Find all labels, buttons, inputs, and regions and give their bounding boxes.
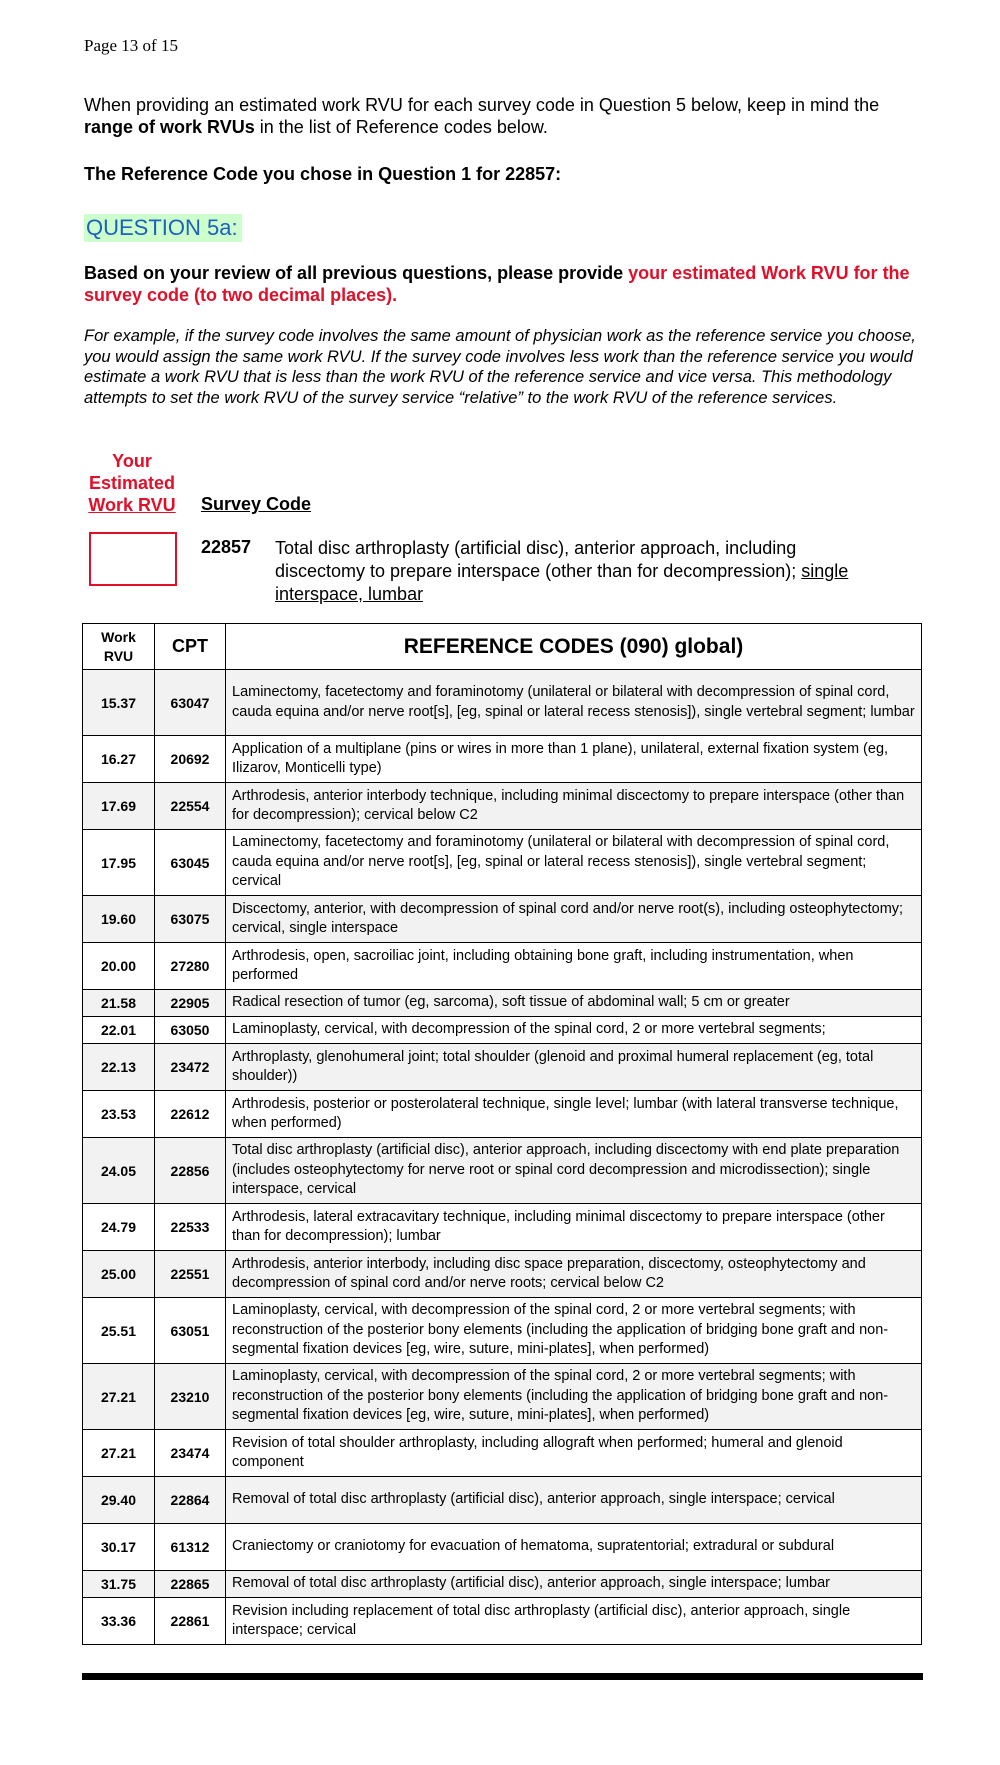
work-rvu-cell: 33.36 bbox=[83, 1598, 155, 1645]
cpt-code-cell: 22554 bbox=[155, 783, 226, 830]
description-cell: Application of a multiplane (pins or wires in more than 1 plane), unilateral, external fixation system (eg, Ilizarov, Monticelli type) bbox=[226, 736, 922, 783]
page-number: Page 13 of 15 bbox=[84, 36, 178, 55]
cpt-code-cell: 22533 bbox=[155, 1204, 226, 1251]
description-cell: Removal of total disc arthroplasty (artificial disc), anterior approach, single interspace; lumbar bbox=[226, 1571, 922, 1598]
table-row bbox=[83, 830, 922, 896]
cpt-code-cell: 22551 bbox=[155, 1251, 226, 1298]
table-row bbox=[83, 990, 922, 1017]
your-estimate-line-2: Estimated bbox=[88, 473, 176, 493]
table-row bbox=[83, 1091, 922, 1138]
table-row bbox=[83, 1204, 922, 1251]
description-cell: Laminectomy, facetectomy and foraminotomy (unilateral or bilateral with decompression of spinal cord, cauda equina and/or nerve root[s], [eg, spinal or lateral recess stenosis]), single vertebral segment; lumbar bbox=[226, 670, 922, 736]
cpt-code-cell: 63050 bbox=[155, 1017, 226, 1044]
work-rvu-cell: 23.53 bbox=[83, 1091, 155, 1138]
intro-paragraph bbox=[84, 94, 924, 138]
description-cell: Craniectomy or craniotomy for evacuation of hematoma, supratentorial; extradural or subdural bbox=[226, 1524, 922, 1571]
cpt-code-cell: 22905 bbox=[155, 990, 226, 1017]
description-cell: Laminectomy, facetectomy and foraminotomy (unilateral or bilateral with decompression of spinal cord, cauda equina and/or nerve root[s], [eg, spinal or lateral recess stenosis]), single vertebral segment; cervical bbox=[226, 830, 922, 896]
description-cell: Arthrodesis, anterior interbody technique, including minimal discectomy to prepare interspace (other than for decompression); cervical below C2 bbox=[226, 783, 922, 830]
intro-text-2: in the list of Reference codes below. bbox=[254, 117, 548, 137]
table-row bbox=[83, 1017, 922, 1044]
cpt-code-cell: 23474 bbox=[155, 1430, 226, 1477]
header-cpt: CPT bbox=[155, 624, 226, 670]
table-header-row bbox=[83, 624, 922, 670]
example-paragraph: For example, if the survey code involves the same amount of physician work as the reference service you choose, you would assign the same work RVU. If the survey code involves less work than the reference service you would estimate a work RVU that is less than the work RVU of the reference service and vice versa. This methodology attempts to set the work RVU of the survey service “relative” to the work RVU of the reference services. bbox=[84, 327, 916, 407]
work-rvu-cell: 27.21 bbox=[83, 1430, 155, 1477]
survey-code-number: 22857 bbox=[201, 537, 252, 557]
cpt-code-cell: 27280 bbox=[155, 943, 226, 990]
work-rvu-cell: 16.27 bbox=[83, 736, 155, 783]
work-rvu-cell: 21.58 bbox=[83, 990, 155, 1017]
cpt-code-cell: 22856 bbox=[155, 1138, 226, 1204]
work-rvu-cell: 17.69 bbox=[83, 783, 155, 830]
instruction-paragraph bbox=[84, 262, 934, 306]
table-row bbox=[83, 1571, 922, 1598]
survey-desc-text: Total disc arthroplasty (artificial disc), anterior approach, including discectomy to prepare interspace (other than for decompression); bbox=[275, 538, 802, 581]
description-cell: Revision including replacement of total disc arthroplasty (artificial disc), anterior approach, single interspace; cervical bbox=[226, 1598, 922, 1645]
work-rvu-cell: 20.00 bbox=[83, 943, 155, 990]
cpt-code-cell: 22861 bbox=[155, 1598, 226, 1645]
survey-code-heading: Survey Code bbox=[201, 494, 312, 514]
description-cell: Revision of total shoulder arthroplasty, including allograft when performed; humeral and glenoid component bbox=[226, 1430, 922, 1477]
description-cell: Radical resection of tumor (eg, sarcoma), soft tissue of abdominal wall; 5 cm or greater bbox=[226, 990, 922, 1017]
question-label: QUESTION 5a: bbox=[84, 214, 242, 242]
intro-text-1: When providing an estimated work RVU for each survey code in Question 5 below, keep in mind the bbox=[84, 95, 880, 115]
description-cell: Arthrodesis, lateral extracavitary technique, including minimal discectomy to prepare interspace (other than for decompression); lumbar bbox=[226, 1204, 922, 1251]
intro-bold-text: range of work RVUs bbox=[84, 117, 255, 137]
description-cell: Removal of total disc arthroplasty (artificial disc), anterior approach, single interspace; cervical bbox=[226, 1477, 922, 1524]
description-cell: Arthrodesis, posterior or posterolateral technique, single level; lumbar (with lateral transverse technique, when performed) bbox=[226, 1091, 922, 1138]
table-row bbox=[83, 1477, 922, 1524]
work-rvu-cell: 24.79 bbox=[83, 1204, 155, 1251]
cpt-code-cell: 63045 bbox=[155, 830, 226, 896]
reference-codes-table bbox=[82, 623, 922, 1645]
instruction-highlight: your estimated Work RVU for the survey code (to two decimal places). bbox=[84, 263, 910, 305]
work-rvu-cell: 22.01 bbox=[83, 1017, 155, 1044]
cpt-code-cell: 22865 bbox=[155, 1571, 226, 1598]
work-rvu-cell: 30.17 bbox=[83, 1524, 155, 1571]
cpt-code-cell: 22864 bbox=[155, 1477, 226, 1524]
description-cell: Arthrodesis, open, sacroiliac joint, including obtaining bone graft, including instrumentation, when performed bbox=[226, 943, 922, 990]
description-cell: Laminoplasty, cervical, with decompression of the spinal cord, 2 or more vertebral segments; with reconstruction of the posterior bony elements (including the application of bridging bone graft and non-segmental fixation devices [eg, wire, suture, mini-plates], when performed) bbox=[226, 1364, 922, 1430]
survey-code-description bbox=[275, 537, 875, 606]
work-rvu-cell: 29.40 bbox=[83, 1477, 155, 1524]
cpt-code-cell: 63051 bbox=[155, 1298, 226, 1364]
cpt-code-cell: 61312 bbox=[155, 1524, 226, 1571]
cpt-code-cell: 22612 bbox=[155, 1091, 226, 1138]
instruction-text: Based on your review of all previous questions, please provide bbox=[84, 263, 629, 283]
table-row bbox=[83, 1251, 922, 1298]
header-work-rvu: Work RVU bbox=[83, 624, 155, 670]
cpt-code-cell: 23472 bbox=[155, 1044, 226, 1091]
work-rvu-cell: 15.37 bbox=[83, 670, 155, 736]
table-row bbox=[83, 1044, 922, 1091]
survey-desc-underlined: single interspace, lumbar bbox=[275, 561, 849, 604]
table-row bbox=[83, 896, 922, 943]
table-row bbox=[83, 1364, 922, 1430]
your-estimate-heading bbox=[80, 450, 184, 516]
reference-codes-body bbox=[83, 670, 922, 1645]
work-rvu-cell: 31.75 bbox=[83, 1571, 155, 1598]
work-rvu-cell: 27.21 bbox=[83, 1364, 155, 1430]
description-cell: Arthrodesis, anterior interbody, including disc space preparation, discectomy, osteophytectomy and decompression of spinal cord and/or nerve roots; cervical below C2 bbox=[226, 1251, 922, 1298]
description-cell: Total disc arthroplasty (artificial disc), anterior approach, including discectomy with end plate preparation (includes osteophytectomy for nerve root or spinal cord decompression and microdissection); single interspace, cervical bbox=[226, 1138, 922, 1204]
header-reference-codes: REFERENCE CODES (090) global) bbox=[226, 624, 922, 670]
table-row bbox=[83, 1524, 922, 1571]
bottom-divider bbox=[82, 1673, 923, 1680]
description-cell: Arthroplasty, glenohumeral joint; total shoulder (glenoid and proximal humeral replacement (eg, total shoulder)) bbox=[226, 1044, 922, 1091]
table-row bbox=[83, 1138, 922, 1204]
work-rvu-cell: 25.00 bbox=[83, 1251, 155, 1298]
table-row bbox=[83, 783, 922, 830]
work-rvu-cell: 25.51 bbox=[83, 1298, 155, 1364]
work-rvu-cell: 17.95 bbox=[83, 830, 155, 896]
table-row bbox=[83, 943, 922, 990]
cpt-code-cell: 63075 bbox=[155, 896, 226, 943]
table-row bbox=[83, 1298, 922, 1364]
table-row bbox=[83, 670, 922, 736]
work-rvu-cell: 19.60 bbox=[83, 896, 155, 943]
table-row bbox=[83, 1430, 922, 1477]
cpt-code-cell: 20692 bbox=[155, 736, 226, 783]
description-cell: Laminoplasty, cervical, with decompression of the spinal cord, 2 or more vertebral segments; with reconstruction of the posterior bony elements (including the application of bridging bone graft and non-segmental fixation devices [eg, wire, suture, mini-plates], when performed) bbox=[226, 1298, 922, 1364]
your-estimate-line-1: Your bbox=[112, 451, 152, 471]
description-cell: Discectomy, anterior, with decompression of spinal cord and/or nerve root(s), including osteophytectomy; cervical, single interspace bbox=[226, 896, 922, 943]
table-row bbox=[83, 1598, 922, 1645]
table-row bbox=[83, 736, 922, 783]
description-cell: Laminoplasty, cervical, with decompression of the spinal cord, 2 or more vertebral segments; bbox=[226, 1017, 922, 1044]
your-estimate-line-3: Work RVU bbox=[88, 495, 176, 515]
work-rvu-cell: 24.05 bbox=[83, 1138, 155, 1204]
work-rvu-input-box[interactable] bbox=[89, 532, 177, 586]
cpt-code-cell: 23210 bbox=[155, 1364, 226, 1430]
reference-code-chosen-heading: The Reference Code you chose in Question 1 for 22857: bbox=[84, 164, 562, 184]
work-rvu-cell: 22.13 bbox=[83, 1044, 155, 1091]
cpt-code-cell: 63047 bbox=[155, 670, 226, 736]
